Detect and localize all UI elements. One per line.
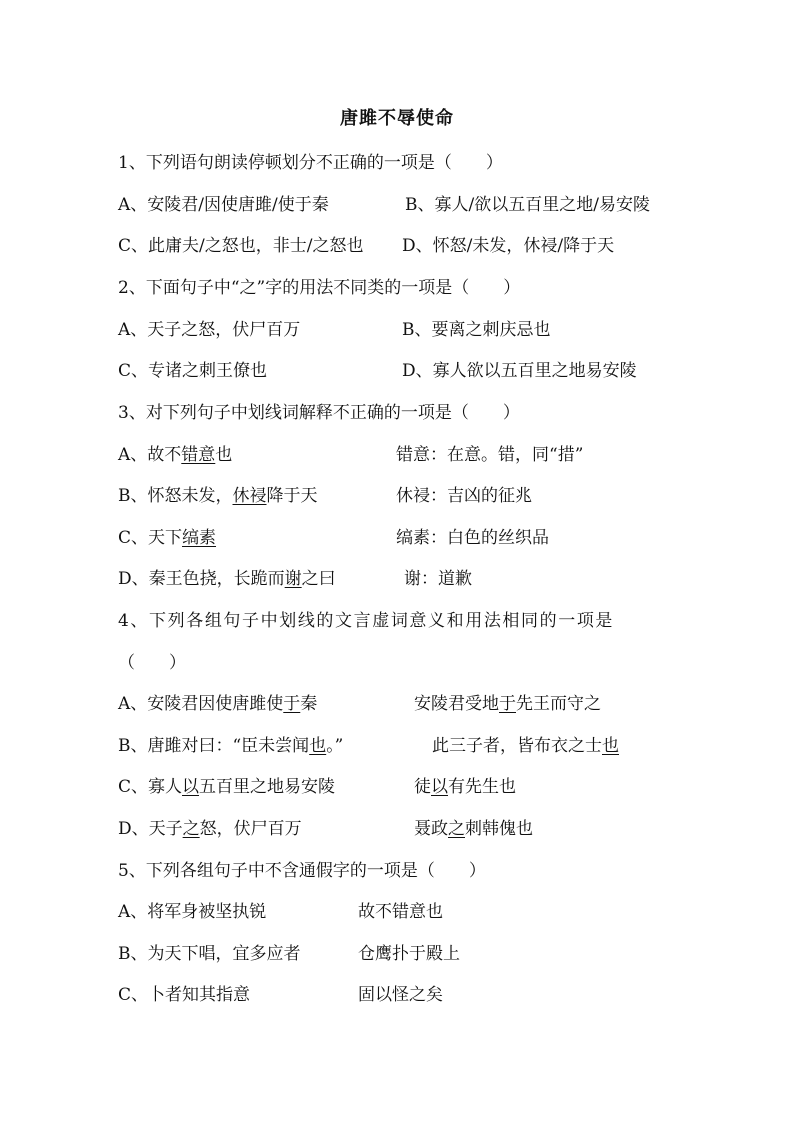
q3-option-a xyxy=(118,440,584,465)
q5-stem: 5、下列各组句子中不含通假字的一项是（ ） xyxy=(118,861,486,881)
q5-a-right: 故不错意也 xyxy=(358,902,443,922)
q4-a-left-text-end: 秦 xyxy=(300,694,318,714)
q4-option-a xyxy=(118,689,601,714)
q5-option-c xyxy=(118,980,443,1005)
q5-option-b xyxy=(118,939,460,964)
q4-d-right-text: 聂政 xyxy=(414,819,448,839)
q5-c-right: 固以怪之矣 xyxy=(358,985,443,1005)
q3-c-text: C、天下 xyxy=(118,528,183,548)
q4-option-c xyxy=(118,772,516,797)
page-title: 唐雎不辱使命 xyxy=(340,108,454,129)
q4-d-right-text-end: 刺韩傀也 xyxy=(465,819,533,839)
q2-option-d: D、寡人欲以五百里之地易安陵 xyxy=(402,361,637,381)
q3-a-underlined: 错意 xyxy=(181,445,216,465)
q3-c-note: 缟素：白色的丝织品 xyxy=(396,528,549,548)
q2-stem: 2、下面句子中“之”字的用法不同类的一项是（ ） xyxy=(118,278,521,298)
q3-d-text-end: 之曰 xyxy=(301,569,336,589)
q4-d-right-underlined: 之 xyxy=(448,819,465,839)
q2-option-a: A、天子之怒，伏尸百万 xyxy=(118,320,301,340)
q3-d-note: 谢：道歉 xyxy=(404,569,472,589)
q1-option-c: C、此庸夫/之怒也，非士/之怒也 xyxy=(118,236,364,256)
q1-option-d: D、怀怒/未发，休祲/降于天 xyxy=(402,236,615,256)
q5-c-left: C、卜者知其指意 xyxy=(118,985,251,1005)
q3-option-c xyxy=(118,523,549,548)
q4-c-right xyxy=(414,772,516,797)
q4-b-right-text: 此三子者，皆布衣之士 xyxy=(432,736,602,756)
q4-c-right-text-end: 有先生也 xyxy=(448,777,516,797)
q2-options-row2 xyxy=(118,356,637,381)
q1-option-b: B、寡人/欲以五百里之地/易安陵 xyxy=(405,195,650,215)
q4-a-left-underlined: 于 xyxy=(283,694,301,714)
q5-a-left: A、将军身被坚执锐 xyxy=(118,902,267,922)
q2-option-b: B、要离之刺庆忌也 xyxy=(402,320,551,340)
q4-stem: 4、下列各组句子中划线的文言虚词意义和用法相同的一项是 xyxy=(118,611,615,631)
q4-c-right-text: 徒 xyxy=(414,777,431,797)
q4-c-left-text-end: 五百里之地易安陵 xyxy=(199,777,336,797)
q3-stem: 3、对下列句子中划线词解释不正确的一项是（ ） xyxy=(118,403,520,423)
q4-d-left-underlined: 之 xyxy=(182,819,200,839)
q1-option-a: A、安陵君/因使唐雎/使于秦 xyxy=(118,195,329,215)
q4-answer-paren: （ ） xyxy=(118,653,186,673)
q4-a-right-underlined: 于 xyxy=(499,694,516,714)
q1-options-row2 xyxy=(118,231,615,256)
q4-b-left-underlined: 也 xyxy=(309,736,327,756)
q3-d-underlined: 谢 xyxy=(284,569,302,589)
q3-c-underlined: 缟素 xyxy=(182,528,217,548)
q3-option-d xyxy=(118,564,472,589)
q3-a-text-end: 也 xyxy=(215,445,233,465)
q4-c-left-text: C、寡人 xyxy=(118,777,183,797)
q4-b-left-text-end: 。” xyxy=(326,736,344,756)
q4-d-left-text-end: 怒，伏尸百万 xyxy=(199,819,302,839)
q3-a-note: 错意：在意。错，同“措” xyxy=(396,445,584,465)
q3-b-note: 休祲：吉凶的征兆 xyxy=(396,486,532,506)
q4-a-right-text: 安陵君受地 xyxy=(414,694,499,714)
q1-stem: 1、下列语句朗读停顿划分不正确的一项是（ ） xyxy=(118,153,503,173)
q3-d-text: D、秦王色挠，长跪而 xyxy=(118,569,285,589)
q1-options-row1 xyxy=(118,190,650,215)
q4-c-left-underlined: 以 xyxy=(182,777,200,797)
q4-a-left-text: A、安陵君因使唐雎使 xyxy=(118,694,284,714)
q3-a-text: A、故不 xyxy=(118,445,182,465)
q4-d-right xyxy=(414,814,533,839)
q5-b-right: 仓鹰扑于殿上 xyxy=(358,944,460,964)
q2-option-c: C、专诸之刺王僚也 xyxy=(118,361,268,381)
q3-b-underlined: 休祲 xyxy=(232,486,267,506)
q4-b-right-underlined: 也 xyxy=(602,736,619,756)
q4-option-d xyxy=(118,814,533,839)
q4-d-left-text: D、天子 xyxy=(118,819,183,839)
q3-b-text: B、怀怒未发， xyxy=(118,486,233,506)
q4-a-right-text-end: 先王而守之 xyxy=(516,694,601,714)
q2-options-row1 xyxy=(118,315,551,340)
q4-a-right xyxy=(414,689,601,714)
q5-b-left: B、为天下唱，宜多应者 xyxy=(118,944,301,964)
q3-option-b xyxy=(118,481,532,506)
q5-option-a xyxy=(118,897,443,922)
q3-b-text-end: 降于天 xyxy=(266,486,318,506)
q4-b-left-text: B、唐雎对曰：“臣未尝闻 xyxy=(118,736,310,756)
q4-b-right xyxy=(432,731,619,756)
q4-c-right-underlined: 以 xyxy=(431,777,448,797)
q4-option-b xyxy=(118,731,619,756)
